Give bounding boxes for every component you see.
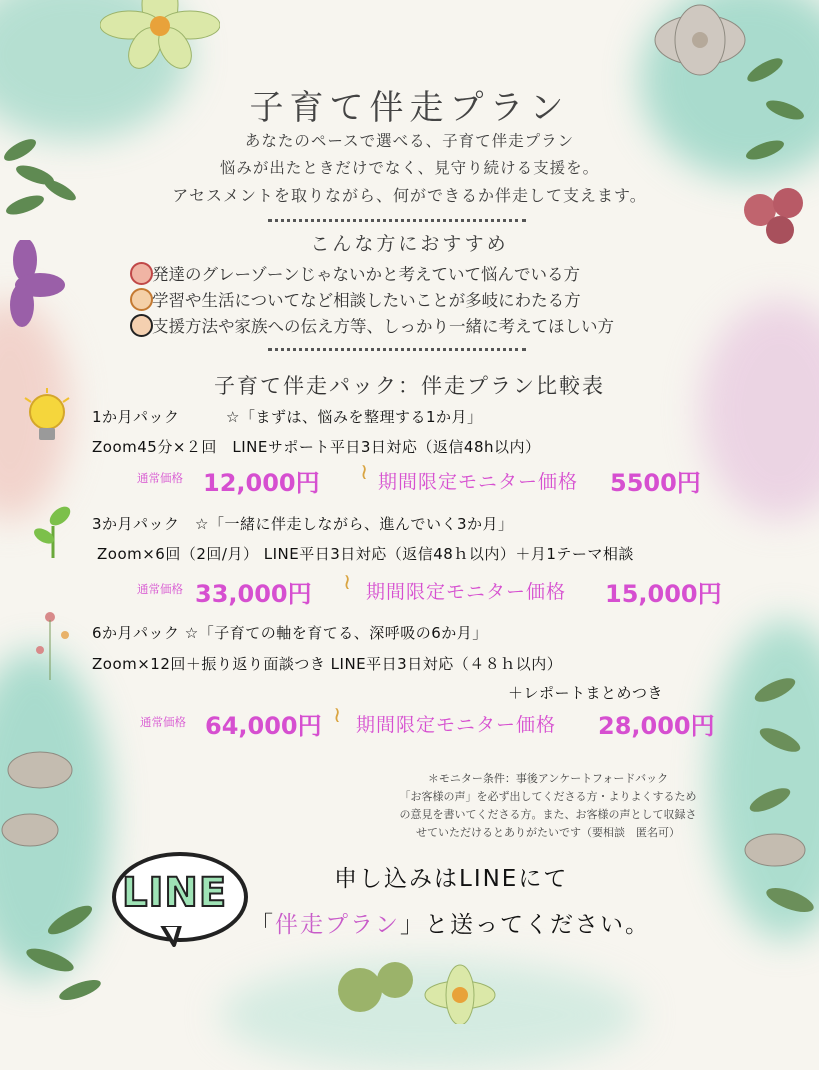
plan-1-monitor-price: 5500円	[610, 469, 701, 497]
plan-3-regular-price: 64,000円	[205, 712, 322, 740]
squiggle-icon: ≀	[360, 460, 369, 485]
line-logo-text: LINE	[122, 870, 228, 916]
squiggle-icon: ≀	[343, 570, 352, 595]
plan-2-regular-label: 通常価格	[137, 582, 183, 596]
cta-quote-close: 」	[400, 912, 425, 938]
plan-1-regular-price: 12,000円	[203, 469, 320, 497]
divider-2	[268, 348, 526, 351]
sprout-icon	[30, 498, 76, 560]
recommend-item-1: 発達のグレーゾーンじゃないかと考えていて悩んでいる方	[152, 265, 581, 284]
plan-2-monitor-label: 期間限定モニター価格	[366, 581, 567, 603]
plan-2-regular-price: 33,000円	[195, 580, 312, 608]
bottom-left-leaves-illustration	[0, 720, 110, 1020]
plan-3-name: 6か月パック ☆「子育ての軸を育てる、深呼吸の6か月」	[92, 624, 488, 642]
plan-1-name: 1か月パック ☆「まずは、悩みを整理する1か月」	[92, 408, 483, 426]
divider-1	[268, 219, 526, 222]
plan-3-monitor-label: 期間限定モニター価格	[356, 714, 557, 736]
intro-line-3: アセスメントを取りながら、何ができるか伴走して支えます。	[172, 186, 647, 205]
recommend-item-3: 支援方法や家族への伝え方等、しっかり一緒に考えてほしい方	[152, 317, 614, 336]
cta-line-2-rest: と送ってください。	[425, 912, 650, 938]
woman-face-icon	[130, 262, 153, 285]
speech-bubble-tail	[160, 925, 184, 947]
intro-line-2: 悩みが出たときだけでなく、見守り続ける支援を。	[219, 159, 600, 177]
cta-line-1: 申し込みはLINEにて	[334, 866, 569, 892]
note-line-2: 「お客様の声」を必ず出してくださる方・よりよくするため	[399, 790, 697, 803]
plan-2-name: 3か月パック ☆「一緒に伴走しながら、進んでいく3か月」	[92, 515, 514, 533]
squiggle-icon: ≀	[333, 703, 342, 728]
recommend-item-2: 学習や生活についてなど相談したいことが多岐にわたる方	[152, 291, 581, 310]
plan-3-detail: Zoom×12回＋振り返り面談つき LINE平日3日対応（４８ｈ以内）	[92, 655, 563, 673]
small-flowers-illustration	[25, 605, 85, 685]
note-line-4: せていただけるとありがたいです（要相談 匿名可）	[416, 826, 680, 839]
cta-line-2	[250, 906, 650, 939]
man-face-icon	[130, 314, 153, 337]
intro-line-1: あなたのペースで選べる、子育て伴走プラン	[244, 132, 575, 150]
note-line-1: ＊モニター条件：事後アンケートフォードバック	[427, 772, 669, 785]
flower-illustration	[100, 0, 220, 70]
plan-2-detail: Zoom×6回（2回/月） LINE平日3日対応（返信48ｈ以内）＋月1テーマ相談	[97, 545, 634, 563]
plan-3-monitor-price: 28,000円	[598, 712, 715, 740]
cta-highlight: 伴走プラン	[275, 912, 400, 938]
page-title: 子育て伴走プラン	[249, 88, 570, 128]
cta-quote-open: 「	[250, 912, 275, 938]
plan-1-regular-label: 通常価格	[137, 471, 183, 485]
note-line-3: の意見を書いてくださる方。また、お客様の声として収録さ	[399, 808, 697, 821]
recommend-heading: こんな方におすすめ	[310, 233, 509, 255]
lightbulb-icon	[22, 388, 72, 458]
plan-2-monitor-price: 15,000円	[605, 580, 722, 608]
watercolor-right-mid	[700, 300, 819, 520]
plan-1-monitor-label: 期間限定モニター価格	[378, 471, 579, 493]
plan-1-detail: Zoom45分×２回 LINEサポート平日3日対応（返信48h以内）	[92, 438, 541, 456]
person-face-icon	[130, 288, 153, 311]
bottom-flower-illustration	[330, 950, 530, 1024]
plan-3-regular-label: 通常価格	[140, 715, 186, 729]
comparison-heading: 子育て伴走パック：伴走プラン比較表	[214, 374, 605, 398]
plan-3-extra: ＋レポートまとめつき	[508, 684, 664, 702]
